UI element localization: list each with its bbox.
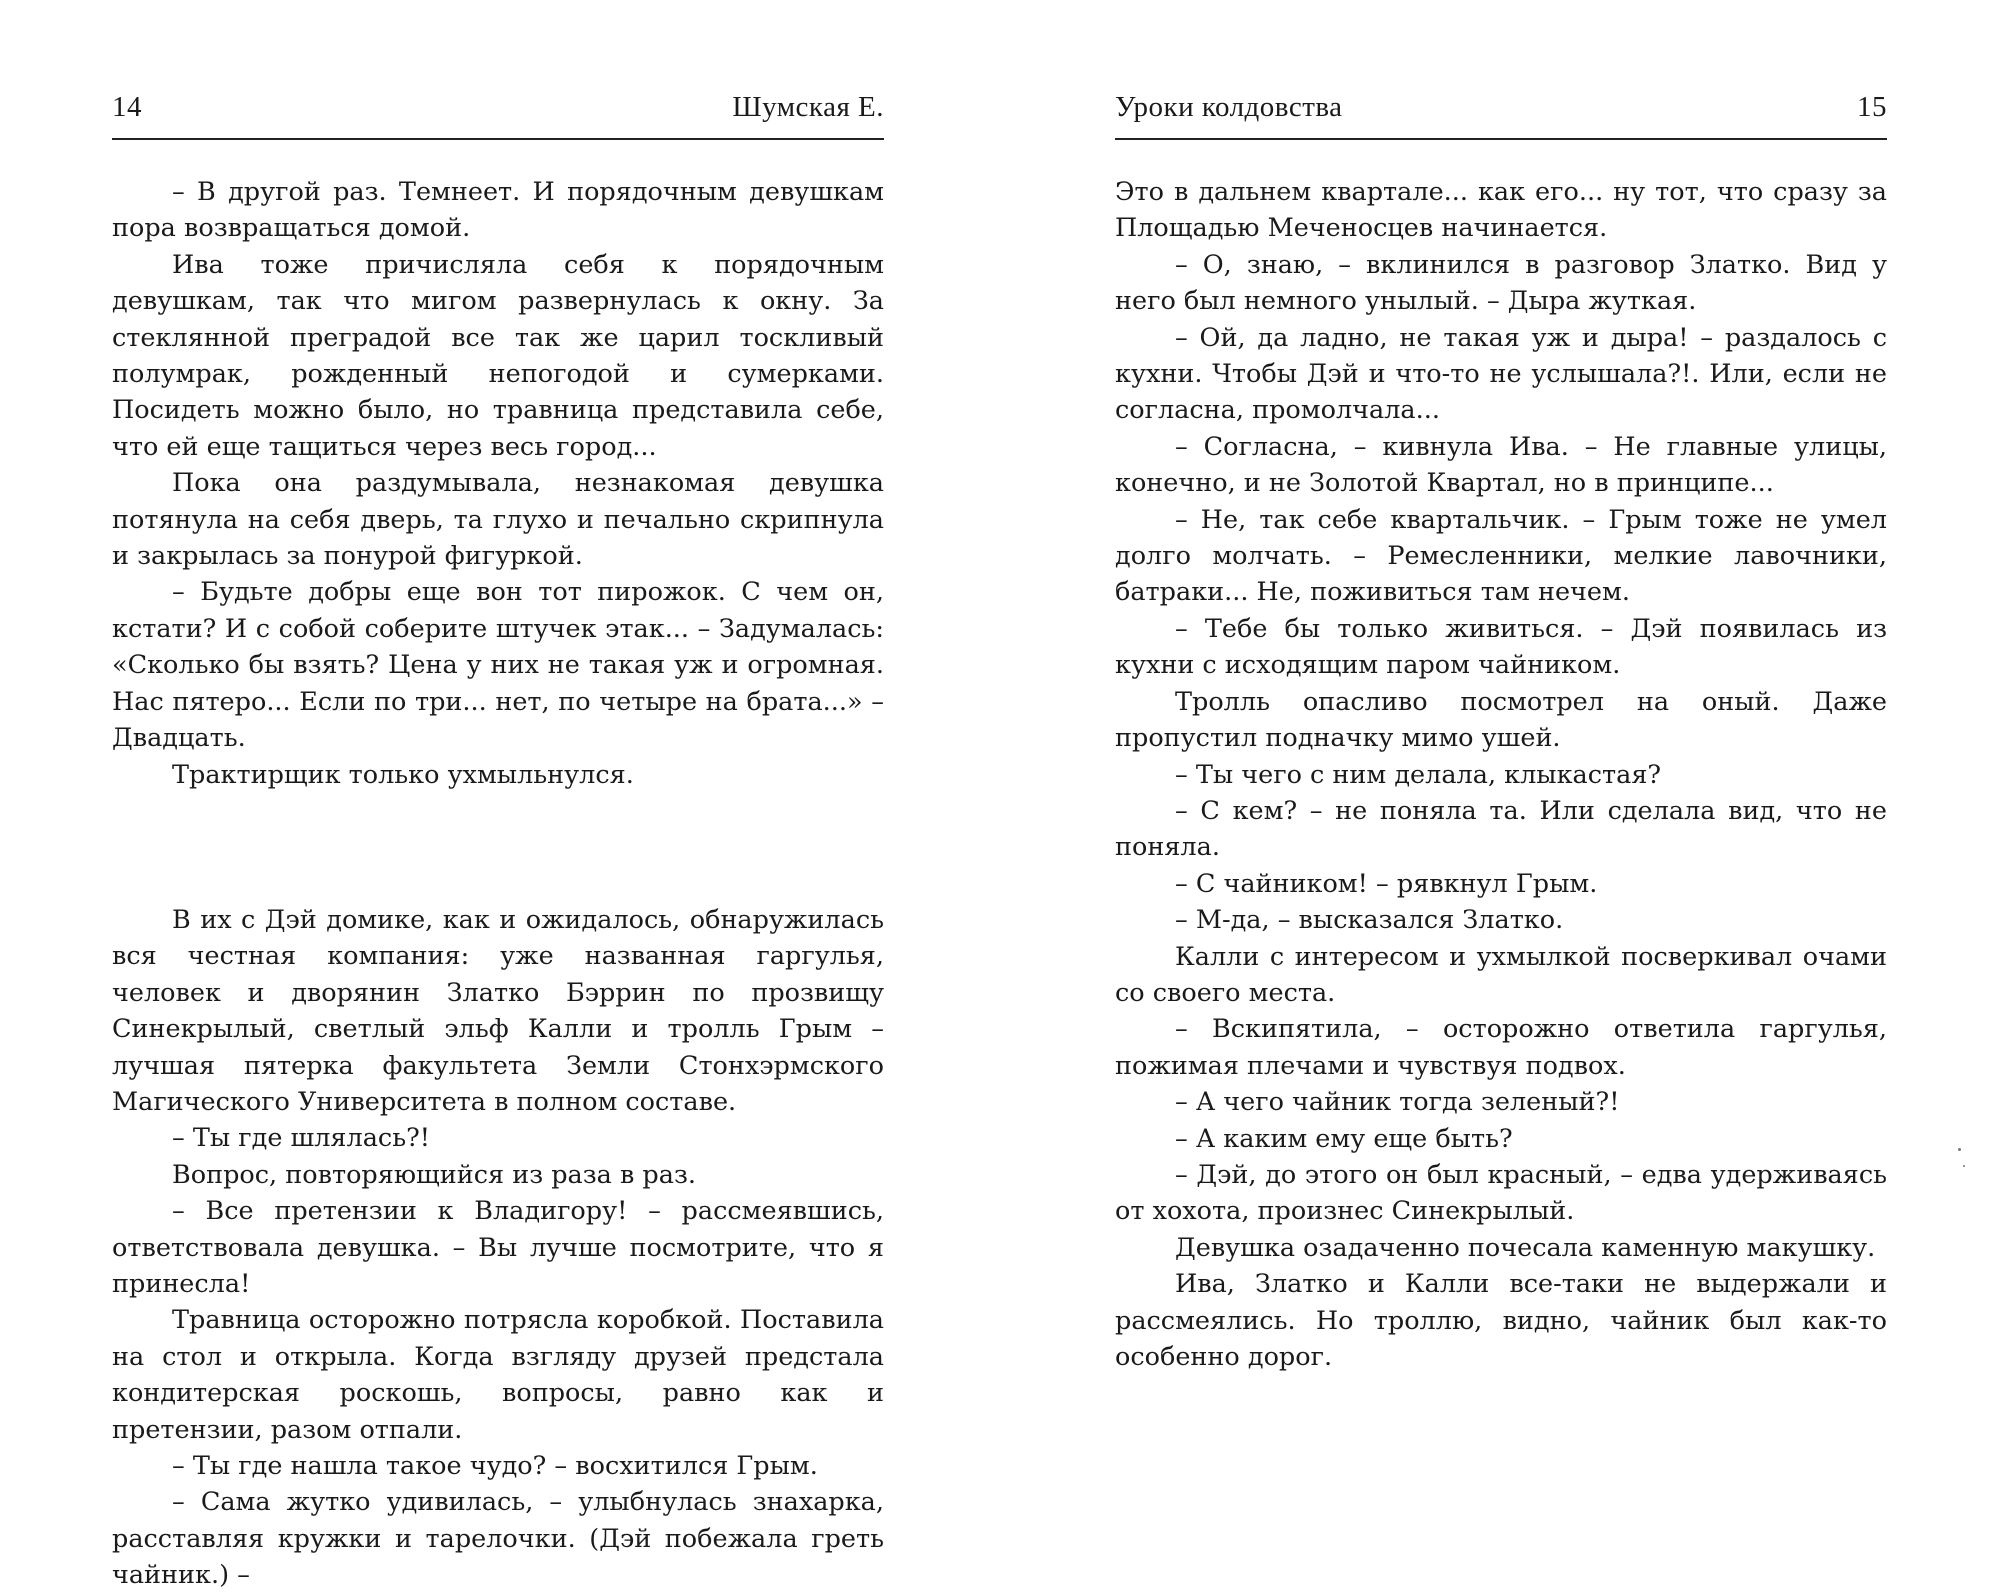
left-page	[112, 86, 884, 1594]
paragraph: – Сама жутко удивилась, – улыбнулась знахарка, расставляя кружки и тарелочки. (Дэй побежала греть чайник.) –	[112, 1487, 884, 1591]
scan-speck	[1963, 1165, 1965, 1167]
left-page-header	[112, 86, 884, 140]
paragraph: – Ой, да ладно, не такая уж и дыра! – раздалось с кухни. Чтобы Дэй и что-то не услышала?!. Или, если не согласна, промолчала...	[1115, 322, 1887, 426]
paragraph: Трактирщик только ухмыльнулся.	[172, 759, 634, 790]
paragraph: Калли с интересом и ухмылкой посверкивал очами со своего места.	[1115, 941, 1887, 1008]
left-page-number: 14	[112, 91, 142, 123]
paragraph: – А чего чайник тогда зеленый?!	[1175, 1087, 1620, 1118]
paragraph: Пока она раздумывала, незнакомая девушка потянула на себя дверь, та глухо и печально скрипнула и закрылась за понурой фигуркой.	[112, 468, 884, 572]
paragraph: В их с Дэй домике, как и ожидалось, обнаружилась вся честная компания: уже названная гаргулья, человек и дворянин Златко Бэррин по прозвищу Синекрылый, светлый эльф Калли и тролль Грым – лучшая пятерка факультета Земли Стонхэрмского Магического Университета в полном составе.	[112, 904, 884, 1117]
paragraph: – Дэй, до этого он был красный, – едва удерживаясь от хохота, произнес Синекрылый.	[1115, 1159, 1887, 1227]
paragraph: Ива тоже причисляла себя к порядочным девушкам, так что мигом развернулась к окну. За стеклянной преградой все так же царил тоскливый полумрак, рожденный непогодой и сумерками. Посидеть можно было, но травница представила себе, что ей еще тащиться через весь город...	[112, 249, 884, 462]
paragraph: – Не, так себе квартальчик. – Грым тоже не умел долго молчать. – Ремесленники, мелкие лавочники, батраки... Не, поживиться там нечем.	[1115, 504, 1887, 608]
paragraph: – В другой раз. Темнеет. И порядочным девушкам пора возвращаться домой.	[112, 177, 884, 244]
paragraph: – Ты чего с ним делала, клыкастая?	[1175, 759, 1662, 790]
right-page-number: 15	[1857, 91, 1887, 123]
left-running-title: Шумская Е.	[732, 91, 884, 123]
paragraph: Тролль опасливо посмотрел на оный. Даже пропустил подначку мимо ушей.	[1115, 686, 1887, 754]
paragraph: – М-да, – высказался Златко.	[1175, 905, 1564, 936]
paragraph: Вопрос, повторяющийся из раза в раз.	[172, 1159, 696, 1190]
scan-speck	[1958, 1148, 1961, 1151]
right-page-header	[1115, 86, 1887, 140]
paragraph: – Согласна, – кивнула Ива. – Не главные улицы, конечно, и не Золотой Квартал, но в принципе...	[1115, 431, 1887, 499]
paragraph: Ива, Златко и Калли все-таки не выдержали и рассмеялись. Но троллю, видно, чайник был как-то особенно дорог.	[1115, 1269, 1887, 1372]
section-break	[112, 793, 884, 902]
paragraph: Это в дальнем квартале... как его... ну тот, что сразу за Площадью Меченосцев начинается.	[1115, 177, 1887, 244]
paragraph: – Вскипятила, – осторожно ответила гаргулья, пожимая плечами и чувствуя подвох.	[1115, 1014, 1887, 1081]
paragraph: – С кем? – не поняла та. Или сделала вид, что не поняла.	[1115, 795, 1887, 863]
right-running-title: Уроки колдовства	[1115, 91, 1343, 123]
paragraph: Девушка озадаченно почесала каменную макушку.	[1175, 1232, 1876, 1263]
paragraph: Травница осторожно потрясла коробкой. Поставила на стол и открыла. Когда взгляду друзей предстала кондитерская роскошь, вопросы, равно как и претензии, разом отпали.	[112, 1305, 884, 1445]
right-page	[1115, 86, 1887, 1375]
paragraph: – А каким ему еще быть?	[1175, 1123, 1513, 1154]
paragraph: – Ты где нашла такое чудо? – восхитился Грым.	[172, 1451, 818, 1481]
paragraph: – Будьте добры еще вон тот пирожок. С чем он, кстати? И с собой соберите штучек этак... – Задумалась: «Сколько бы взять? Цена у них не такая уж и огромная. Нас пятеро... Если по три... нет, по четыре на брата...» – Двадцать.	[112, 577, 884, 754]
paragraph: – Ты где шлялась?!	[172, 1123, 431, 1154]
right-page-body	[1115, 174, 1887, 1375]
paragraph: – О, знаю, – вклинился в разговор Златко. Вид у него был немного унылый. – Дыра жуткая.	[1115, 249, 1887, 317]
paragraph: – С чайником! – рявкнул Грым.	[1175, 868, 1598, 899]
paragraph: – Все претензии к Владигору! – рассмеявшись, ответствовала девушка. – Вы лучше посмотрите, что я принесла!	[112, 1196, 884, 1299]
paragraph: – Тебе бы только живиться. – Дэй появилась из кухни с исходящим паром чайником.	[1115, 613, 1887, 681]
left-page-body	[112, 174, 884, 1594]
